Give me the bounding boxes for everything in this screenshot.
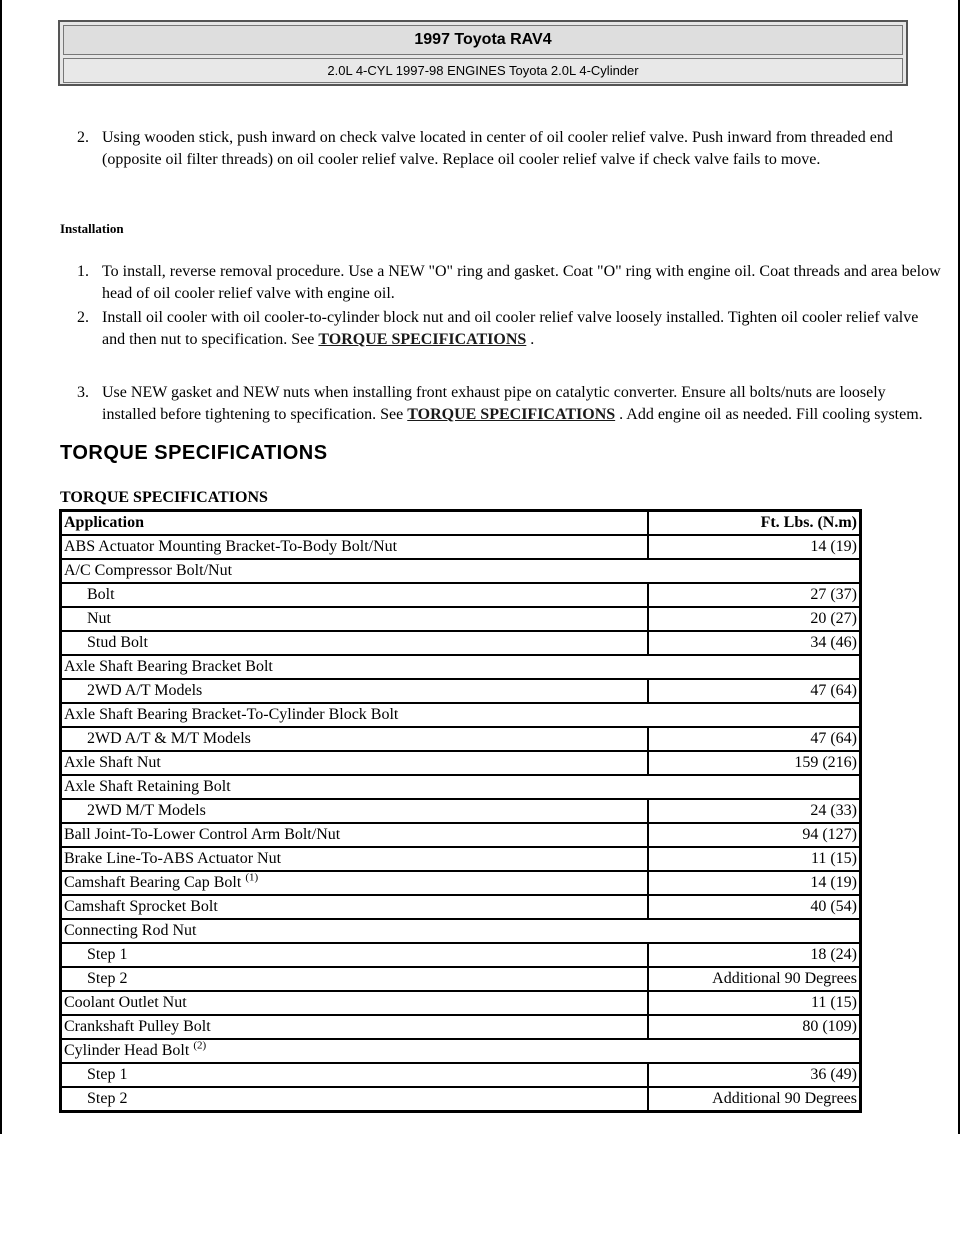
table-row [61,823,860,847]
row-application [61,727,648,751]
table-row [61,559,860,583]
table-row [61,1039,860,1063]
step-text: Install oil cooler with oil cooler-to-cylinder block nut and oil cooler relief valve loosely installed. Tighten oil cooler relief valve and then nut to specification. See [102,309,919,348]
row-label: 2WD M/T Models [87,802,206,819]
row-torque-value: 80 (109) [648,1015,860,1039]
row-torque-value: 11 (15) [648,991,860,1015]
table-row [61,607,860,631]
row-label: Crankshaft Pulley Bolt [64,1018,211,1035]
row-application [61,655,860,679]
row-application [61,919,860,943]
table-row [61,631,860,655]
table-row [61,535,860,559]
row-label: Step 2 [87,1090,128,1107]
row-application [61,895,648,919]
row-label: Camshaft Bearing Cap Bolt [64,874,246,891]
row-application [61,679,648,703]
table-row [61,991,860,1015]
row-torque-value: 47 (64) [648,727,860,751]
header-title: 1997 Toyota RAV4 [63,25,903,55]
row-torque-value: 14 (19) [648,535,860,559]
row-label: Camshaft Sprocket Bolt [64,898,218,915]
table-row [61,1015,860,1039]
step-text-end: . [526,331,535,348]
table-row [61,871,860,895]
section-title: TORQUE SPECIFICATIONS [60,442,328,464]
table-title: TORQUE SPECIFICATIONS [60,489,268,506]
document-header [58,20,908,86]
step-text: Using wooden stick, push inward on check valve located in center of oil cooler relief valve. Push inward from threaded end (opposite oil filter threads) on oil cooler relief valve. Replace oil cooler relief valve if check valve fails to move. [102,129,893,168]
removal-step-2 [60,127,942,171]
row-torque-value: 14 (19) [648,871,860,895]
row-torque-value: 24 (33) [648,799,860,823]
row-application [61,775,860,799]
step-text: Use NEW gasket and NEW nuts when installing front exhaust pipe on catalytic converter. Ensure all bolts/nuts are loosely installed before tightening to specification. See [102,384,886,423]
row-torque-value: 34 (46) [648,631,860,655]
row-application [61,823,648,847]
row-label: 2WD A/T Models [87,682,203,699]
row-label: ABS Actuator Mounting Bracket-To-Body Bolt/Nut [64,538,398,555]
row-label: Step 1 [87,1066,128,1083]
row-application [61,631,648,655]
row-application [61,751,648,775]
step-number: 2. [77,309,89,326]
row-label: Axle Shaft Nut [64,754,161,771]
table-row [61,679,860,703]
installation-heading: Installation [60,221,124,236]
row-application [61,1015,648,1039]
row-label: Brake Line-To-ABS Actuator Nut [64,850,282,867]
row-application [61,1063,648,1087]
row-torque-value: 27 (37) [648,583,860,607]
row-label: Nut [87,610,111,627]
table-row [61,919,860,943]
table-row [61,799,860,823]
torque-spec-table [59,509,862,1113]
row-application [61,607,648,631]
table-row [61,895,860,919]
row-application [61,559,860,583]
table-row [61,703,860,727]
step-text-end: . Add engine oil as needed. Fill cooling system. [615,406,923,423]
table-row [61,847,860,871]
row-torque-value: 18 (24) [648,943,860,967]
step-text: To install, reverse removal procedure. Use a NEW "O" ring and gasket. Coat "O" ring with engine oil. Coat threads and area below head of oil cooler relief valve with engine oil. [102,263,941,302]
row-label: Axle Shaft Bearing Bracket-To-Cylinder Block Bolt [64,706,399,723]
table-row [61,751,860,775]
row-application [61,847,648,871]
row-torque-value: 20 (27) [648,607,860,631]
row-label: Step 2 [87,970,128,987]
row-application [61,1039,860,1063]
column-header-application: Application [61,511,648,535]
header-subtitle: 2.0L 4-CYL 1997-98 ENGINES Toyota 2.0L 4-Cylinder [63,58,903,83]
torque-spec-link[interactable]: TORQUE SPECIFICATIONS [318,331,527,348]
row-label: Ball Joint-To-Lower Control Arm Bolt/Nut [64,826,341,843]
row-application [61,583,648,607]
row-application [61,871,648,895]
row-torque-value: 40 (54) [648,895,860,919]
table-header-row [61,511,860,535]
row-torque-value: 159 (216) [648,751,860,775]
column-header-value: Ft. Lbs. (N.m) [648,511,860,535]
row-torque-value: 94 (127) [648,823,860,847]
row-application [61,535,648,559]
install-step-1 [60,261,942,305]
step-number: 3. [77,384,89,401]
row-label: Step 1 [87,946,128,963]
row-application [61,991,648,1015]
row-label: Coolant Outlet Nut [64,994,187,1011]
row-torque-value: 36 (49) [648,1063,860,1087]
row-torque-value: 11 (15) [648,847,860,871]
row-label: A/C Compressor Bolt/Nut [64,562,233,579]
step-number: 2. [77,129,89,146]
row-torque-value: Additional 90 Degrees [648,967,860,991]
row-label: Cylinder Head Bolt [64,1042,194,1059]
row-label: 2WD A/T & M/T Models [87,730,251,747]
row-label: Connecting Rod Nut [64,922,197,939]
row-application [61,799,648,823]
row-label: Bolt [87,586,115,603]
row-label: Axle Shaft Bearing Bracket Bolt [64,658,273,675]
row-torque-value: 47 (64) [648,679,860,703]
table-body [61,535,860,1111]
row-application [61,943,648,967]
row-label: Axle Shaft Retaining Bolt [64,778,231,795]
table-row [61,967,860,991]
table-row [61,583,860,607]
torque-spec-link[interactable]: TORQUE SPECIFICATIONS [407,406,616,423]
step-number: 1. [77,263,89,280]
row-torque-value: Additional 90 Degrees [648,1087,860,1111]
table-row [61,1087,860,1111]
row-application [61,1087,648,1111]
table-row [61,943,860,967]
table-row [61,655,860,679]
row-label: Stud Bolt [87,634,148,651]
table-row [61,775,860,799]
table-row [61,1063,860,1087]
page-left-border [0,0,2,1134]
footnote-marker: (1) [245,871,259,884]
install-step-3 [60,382,942,426]
install-step-2 [60,307,942,351]
table-row [61,727,860,751]
row-application [61,703,860,727]
footnote-marker: (2) [193,1039,207,1052]
row-application [61,967,648,991]
